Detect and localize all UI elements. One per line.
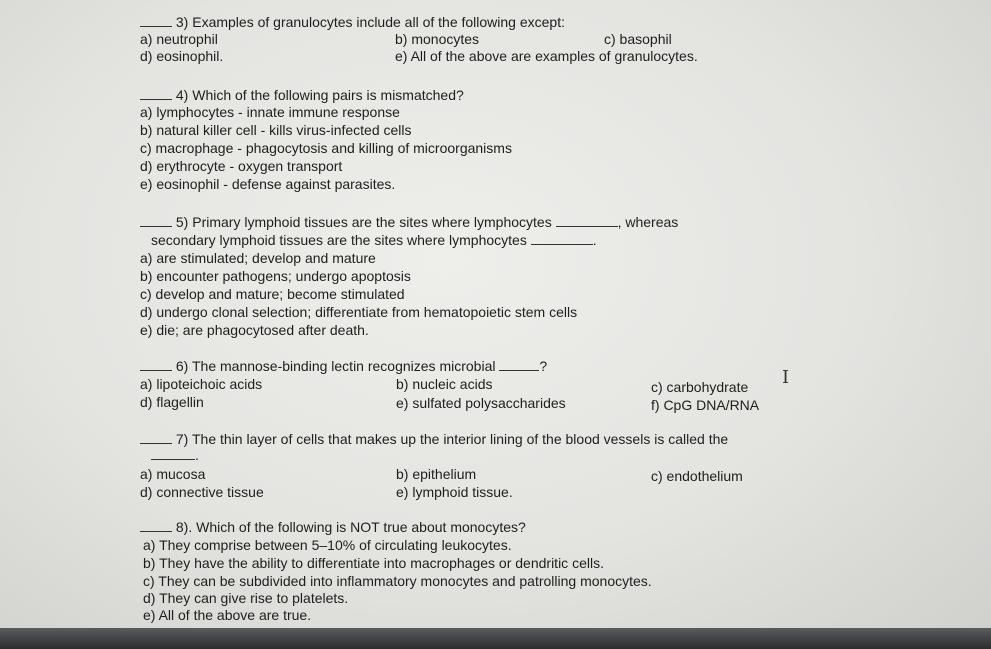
q6-option-b: b) nucleic acids <box>396 376 493 392</box>
q5-answer-blank[interactable] <box>140 214 172 227</box>
q6-option-f: f) CpG DNA/RNA <box>651 397 760 413</box>
q6-answer-blank[interactable] <box>140 358 172 371</box>
q7-option-b: b) epithelium <box>396 466 477 482</box>
q5-stem-part-1: 5) Primary lymphoid tissues are the sites where lymphocytes <box>175 214 552 230</box>
q3-stem-line <box>140 14 565 30</box>
q5-option-b: b) encounter pathogens; undergo apoptosis <box>140 268 411 284</box>
q4-answer-blank[interactable] <box>140 87 172 100</box>
q7-fill-blank[interactable] <box>151 447 195 460</box>
q7-option-d: d) connective tissue <box>140 484 264 500</box>
q8-option-e: e) All of the above are true. <box>143 607 312 623</box>
q3-stem: 3) Examples of granulocytes include all of the following except: <box>175 14 565 30</box>
q3-option-d: d) eosinophil. <box>140 48 224 64</box>
q7-stem-line-2 <box>151 447 199 463</box>
q5-option-a: a) are stimulated; develop and mature <box>140 250 376 266</box>
q5-option-c: c) develop and mature; become stimulated <box>140 286 405 302</box>
q5-stem-line-1 <box>140 214 678 230</box>
q7-option-a: a) mucosa <box>140 466 206 482</box>
q5-option-e: e) die; are phagocytosed after death. <box>140 322 369 338</box>
q5-stem-part-2: , whereas <box>617 214 679 230</box>
q4-option-b: b) natural killer cell - kills virus-infected cells <box>140 122 412 138</box>
q4-stem-line <box>140 87 464 103</box>
q6-stem-end: ? <box>539 358 548 374</box>
q6-option-e: e) sulfated polysaccharides <box>396 395 566 411</box>
q7-option-c: c) endothelium <box>651 468 743 484</box>
monitor-bezel <box>0 628 991 649</box>
q8-stem-line <box>140 519 526 535</box>
q3-option-e: e) All of the above are examples of granulocytes. <box>395 48 698 64</box>
q8-option-b: b) They have the ability to differentiate into macrophages or dendritic cells. <box>143 555 604 571</box>
q6-stem: 6) The mannose-binding lectin recognizes microbial <box>175 358 496 374</box>
q6-option-a: a) lipoteichoic acids <box>140 376 263 392</box>
q5-stem-part-4: . <box>592 232 597 248</box>
q8-option-a: a) They comprise between 5–10% of circulating leukocytes. <box>143 537 512 553</box>
q4-option-e: e) eosinophil - defense against parasites. <box>140 176 396 192</box>
q6-fill-blank[interactable] <box>499 358 539 371</box>
q5-fill-blank-2[interactable] <box>531 232 593 245</box>
q4-option-c: c) macrophage - phagocytosis and killing of microorganisms <box>140 140 512 156</box>
q8-answer-blank[interactable] <box>140 519 172 532</box>
q7-stem-end: . <box>195 447 199 463</box>
q4-stem: 4) Which of the following pairs is mismatched? <box>175 87 464 103</box>
q3-option-a: a) neutrophil <box>140 31 218 47</box>
q6-stem-line <box>140 358 547 374</box>
q8-stem: 8). Which of the following is NOT true about monocytes? <box>175 519 526 535</box>
q4-option-a: a) lymphocytes - innate immune response <box>140 104 400 120</box>
q3-answer-blank[interactable] <box>140 14 172 27</box>
q5-stem-part-3: secondary lymphoid tissues are the sites where lymphocytes <box>151 232 527 248</box>
q8-option-c: c) They can be subdivided into inflammatory monocytes and patrolling monocytes. <box>143 573 652 589</box>
q5-fill-blank-1[interactable] <box>556 214 618 227</box>
q6-option-d: d) flagellin <box>140 394 204 410</box>
q7-stem: 7) The thin layer of cells that makes up the interior lining of the blood vessels is called the <box>175 431 729 447</box>
q6-option-c: c) carbohydrate <box>651 379 749 395</box>
q7-answer-blank[interactable] <box>140 431 172 444</box>
q8-option-d: d) They can give rise to platelets. <box>143 590 349 606</box>
q4-option-d: d) erythrocyte - oxygen transport <box>140 158 343 174</box>
q5-option-d: d) undergo clonal selection; differentiate from hematopoietic stem cells <box>140 304 578 320</box>
q3-option-b: b) monocytes <box>395 31 480 47</box>
q7-option-e: e) lymphoid tissue. <box>396 484 513 500</box>
q3-option-c: c) basophil <box>604 31 672 47</box>
q5-stem-line-2 <box>151 232 597 248</box>
text-cursor-icon: I <box>782 367 790 388</box>
q7-stem-line <box>140 431 728 447</box>
